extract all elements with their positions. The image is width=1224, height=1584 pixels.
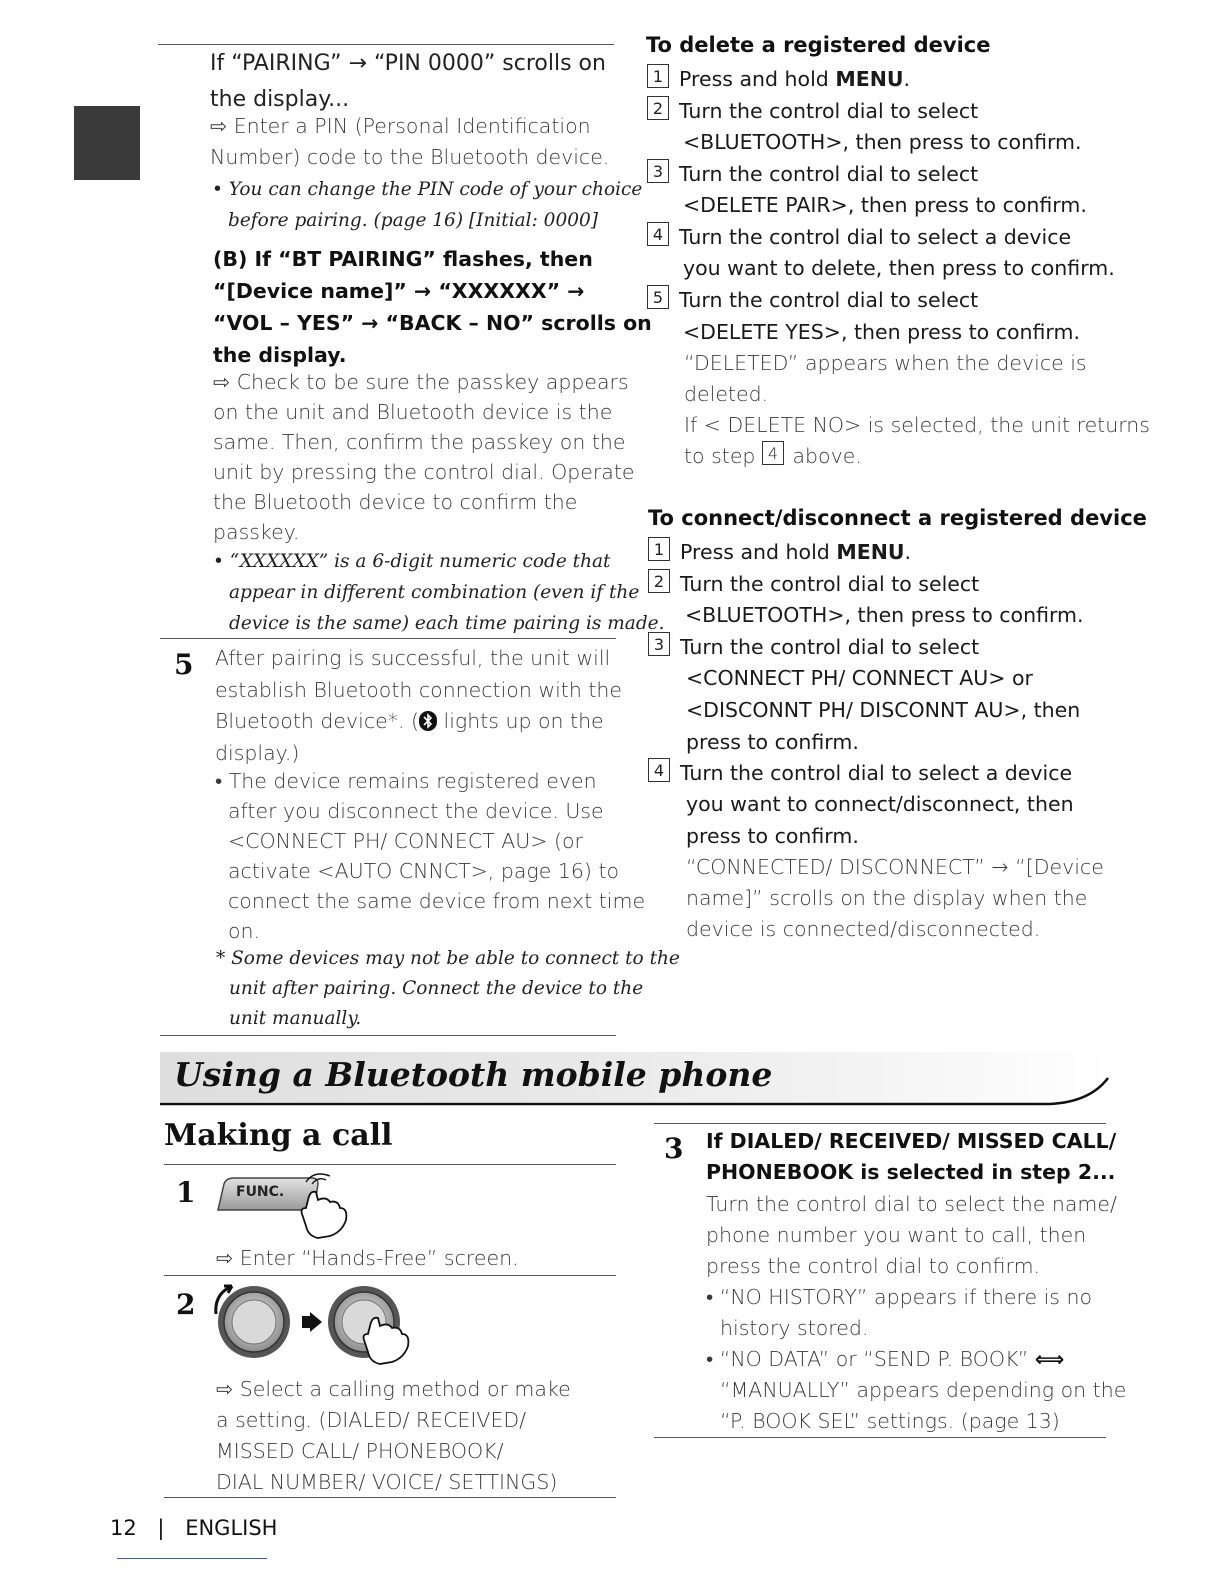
step3-note-line1: • “NO HISTORY” appears if there is no [706, 1285, 1093, 1309]
footer-separator: | [157, 1516, 165, 1540]
step2-text [216, 1374, 571, 1498]
pin-note [212, 174, 642, 236]
delete-step-4-number: 4 [647, 222, 669, 246]
bt-text-line1: ⇨ Check to be sure the passkey appears [213, 370, 629, 394]
bt-text-line2: on the unit and Bluetooth device is the [213, 400, 613, 424]
step5-note-line6: on. [228, 919, 261, 943]
delete-result-line4 [684, 441, 1150, 472]
delete-result-line1: “DELETED” appears when the device is [684, 351, 1087, 375]
connect-step-3-line1: Turn the control dial to select [680, 635, 980, 659]
pin-heading [210, 46, 606, 118]
double-arrow-icon: ⟺ [1034, 1347, 1065, 1371]
step2-line3: MISSED CALL/ PHONEBOOK/ [216, 1439, 504, 1463]
step5-line3 [215, 706, 622, 738]
step3-line2: phone number you want to call, then [706, 1223, 1087, 1247]
delete-step-2-number: 2 [647, 96, 669, 120]
delete-result-line3: If < DELETE NO> is selected, the unit returns [684, 413, 1150, 437]
step3-note-line3-text: • “NO DATA” or “SEND P. BOOK” [706, 1347, 1035, 1371]
bt-heading-line3: “VOL – YES” → “BACK – NO” scrolls on [213, 311, 652, 335]
pin-note-line1: • You can change the PIN code of your choice [212, 179, 643, 200]
delete-step-2-line2: <BLUETOOTH>, then press to confirm. [683, 130, 1082, 154]
delete-step-1-number: 1 [647, 64, 669, 88]
connect-step-2-number: 2 [648, 569, 670, 593]
bt-text-line3: same. Then, confirm the passkey on the [213, 430, 626, 454]
banner-underline [160, 1070, 1120, 1110]
connect-step-3 [648, 632, 979, 663]
connect-step-2 [648, 569, 979, 600]
step5-line3-start: Bluetooth device*. ( [215, 709, 420, 733]
connect-step-1 [648, 537, 911, 568]
step3-line3: press the control dial to confirm. [706, 1254, 1041, 1278]
step5-line3-end: lights up on the [437, 709, 604, 733]
step3-note-line4: “MANUALLY” appears depending on the [720, 1378, 1127, 1402]
connect-step-4-line3: press to confirm. [686, 824, 859, 848]
bt-pairing-heading [213, 243, 652, 371]
bt-note-line1: • “XXXXXX” is a 6-digit numeric code that [213, 551, 611, 572]
step-ref-4: 4 [762, 441, 784, 465]
connect-result-line2: name]” scrolls on the display when the [686, 886, 1088, 910]
connect-step-1-end: . [904, 540, 912, 564]
delete-step-5-line1: Turn the control dial to select [679, 288, 979, 312]
step5-note-line4: activate <AUTO CNNCT>, page 16) to [228, 859, 620, 883]
step-number-5: 5 [174, 648, 194, 681]
step3-notes [706, 1282, 1126, 1437]
section-banner-title: Using a Bluetooth mobile phone [174, 1055, 773, 1094]
footer-underline [117, 1558, 267, 1559]
step3-heading [706, 1126, 1116, 1188]
bt-text-line6: passkey. [213, 520, 300, 544]
section-marker [74, 106, 140, 180]
step2-line2: a setting. (DIALED/ RECEIVED/ [216, 1408, 527, 1432]
step-number-3: 3 [664, 1132, 684, 1165]
connect-step-2-line2: <BLUETOOTH>, then press to confirm. [685, 603, 1084, 627]
delete-step-3-number: 3 [647, 159, 669, 183]
bt-pairing-note [213, 546, 665, 639]
step3-note-line2: history stored. [720, 1316, 869, 1340]
footnote-line3: unit manually. [229, 1008, 362, 1029]
func-button-label: FUNC. [236, 1184, 285, 1200]
delete-step-5 [647, 285, 978, 316]
connect-result-line3: device is connected/disconnected. [686, 917, 1041, 941]
divider [164, 1497, 616, 1498]
pin-line1: ⇨ Enter a PIN (Personal Identification [210, 114, 591, 138]
bluetooth-icon [419, 711, 437, 731]
step5-note-line3: <CONNECT PH/ CONNECT AU> (or [228, 829, 583, 853]
pin-line2: Number) code to the Bluetooth device. [210, 145, 610, 169]
connect-step-4-number: 4 [648, 758, 670, 782]
divider [654, 1437, 1106, 1438]
connect-step-3-line2: <CONNECT PH/ CONNECT AU> or [686, 666, 1033, 690]
bt-note-line2: appear in different combination (even if the [229, 582, 640, 603]
step5-note-line1: • The device remains registered even [215, 769, 597, 793]
connect-section-title: To connect/disconnect a registered device [648, 506, 1147, 530]
delete-step-2 [647, 96, 978, 127]
connect-step-1-text: Press and hold [680, 540, 837, 564]
step5-line2: establish Bluetooth connection with the [215, 677, 622, 702]
step2-line4: DIAL NUMBER/ VOICE/ SETTINGS) [216, 1470, 558, 1494]
menu-key-label: MENU [835, 67, 904, 91]
step3-heading-line1: If DIALED/ RECEIVED/ MISSED CALL/ [706, 1129, 1117, 1153]
delete-step-1-text: Press and hold [679, 67, 836, 91]
divider [160, 1035, 616, 1036]
delete-step-1 [647, 64, 910, 95]
bt-pairing-text [213, 367, 635, 547]
step5-note [215, 766, 645, 946]
connect-step-2-line1: Turn the control dial to select [680, 572, 980, 596]
step5-note-line5: connect the same device from next time [228, 889, 646, 913]
connect-result [686, 852, 1104, 945]
footer-language: ENGLISH [185, 1516, 278, 1540]
connect-step-4 [648, 758, 1072, 789]
connect-step-4-line1: Turn the control dial to select a device [680, 761, 1073, 785]
step-number-1: 1 [176, 1176, 196, 1209]
page-footer [110, 1516, 277, 1540]
step3-note-line3 [706, 1344, 1126, 1375]
delete-step-4-line2: you want to delete, then press to confirm. [683, 256, 1115, 280]
page-number: 12 [110, 1516, 137, 1540]
step5-line1: After pairing is successful, the unit will [215, 646, 611, 670]
footnote-line1: * Some devices may not be able to connect to the [216, 948, 680, 969]
pin-note-line2: before pairing. (page 16) [Initial: 0000] [228, 210, 598, 231]
step5-text [215, 643, 622, 769]
bt-heading-line2: “[Device name]” → “XXXXXX” → [213, 279, 585, 303]
delete-section-title: To delete a registered device [646, 33, 991, 57]
delete-step-2-line1: Turn the control dial to select [679, 99, 979, 123]
delete-step-4-line1: Turn the control dial to select a device [679, 225, 1072, 249]
func-button-illustration [214, 1170, 354, 1240]
step3-heading-line2: PHONEBOOK is selected in step 2... [706, 1160, 1116, 1184]
delete-step-4 [647, 222, 1071, 253]
divider [158, 44, 614, 45]
delete-result-line4-end: above. [785, 444, 862, 468]
delete-result [684, 348, 1150, 472]
delete-result-line2: deleted. [684, 382, 769, 406]
delete-step-5-line2: <DELETE YES>, then press to confirm. [683, 320, 1080, 344]
connect-result-line1: “CONNECTED/ DISCONNECT” → “[Device [686, 855, 1104, 879]
delete-step-3-line1: Turn the control dial to select [679, 162, 979, 186]
delete-step-3-line2: <DELETE PAIR>, then press to confirm. [683, 193, 1087, 217]
divider [160, 638, 616, 639]
connect-step-1-number: 1 [648, 537, 670, 561]
step5-line4: display.) [215, 740, 300, 765]
step5-note-line2: after you disconnect the device. Use [228, 799, 604, 823]
connect-step-3-line3: <DISCONNT PH/ DISCONNT AU>, then [686, 698, 1081, 722]
bt-heading-line1: (B) If “BT PAIRING” flashes, then [213, 247, 593, 271]
pin-text [210, 111, 609, 173]
footnote-line2: unit after pairing. Connect the device to the [229, 978, 644, 999]
bt-text-line5: the Bluetooth device to confirm the [213, 490, 578, 514]
connect-step-3-number: 3 [648, 632, 670, 656]
pin-heading-line1: If “PAIRING” → “PIN 0000” scrolls on [210, 51, 606, 76]
step3-note-line5: “P. BOOK SEL” settings. (page 13) [720, 1409, 1060, 1433]
divider [164, 1275, 616, 1276]
divider [164, 1164, 616, 1165]
delete-step-3 [647, 159, 978, 190]
delete-result-line4-start: to step [684, 444, 762, 468]
bt-note-line3: device is the same) each time pairing is made. [229, 613, 665, 634]
connect-step-3-line4: press to confirm. [686, 730, 859, 754]
step2-line1: ⇨ Select a calling method or make [216, 1377, 571, 1401]
bt-heading-line4: the display. [213, 343, 347, 367]
making-call-title: Making a call [164, 1118, 393, 1153]
control-dial-illustration [214, 1284, 424, 1374]
divider [654, 1123, 1106, 1124]
menu-key-label: MENU [836, 540, 905, 564]
delete-step-1-end: . [903, 67, 911, 91]
pin-heading-line2: the display... [210, 87, 350, 112]
step1-text: ⇨ Enter “Hands-Free” screen. [216, 1246, 519, 1270]
delete-step-5-number: 5 [647, 285, 669, 309]
connect-step-4-line2: you want to connect/disconnect, then [686, 792, 1074, 816]
step3-line1: Turn the control dial to select the name/ [706, 1192, 1117, 1216]
step5-footnote [216, 944, 680, 1034]
step-number-2: 2 [176, 1288, 196, 1321]
step3-text [706, 1189, 1117, 1282]
bt-text-line4: unit by pressing the control dial. Operate [213, 460, 635, 484]
